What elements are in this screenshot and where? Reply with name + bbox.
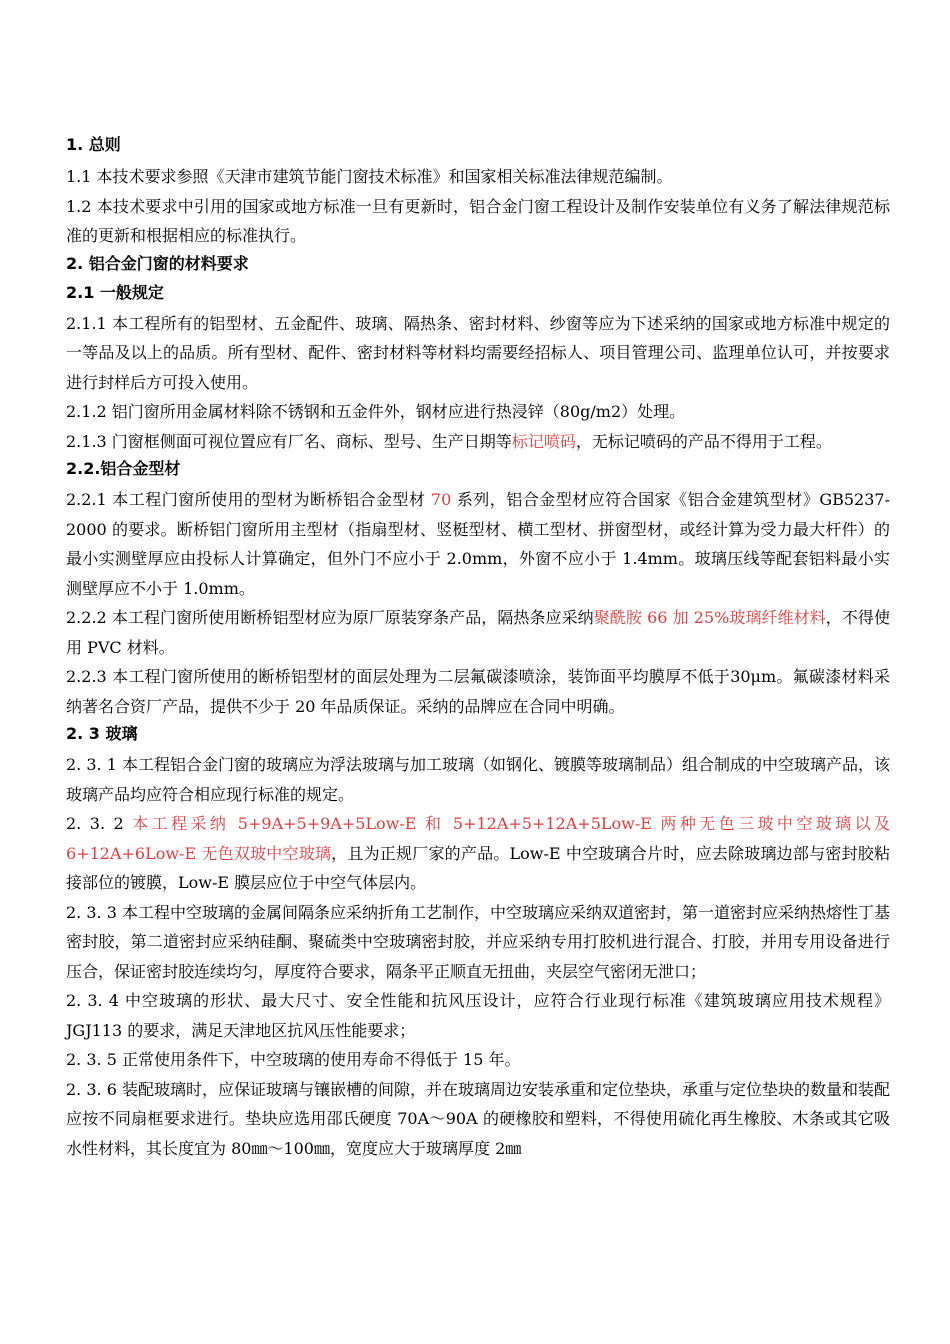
document-page xyxy=(66,132,890,1163)
paragraph-2-1-2: 2.1.2 铝门窗所用金属材料除不锈钢和五金件外，钢材应进行热浸锌（80g/m2）处理。 xyxy=(66,402,686,421)
text-segment: ，无标记喷码的产品不得用于工程。 xyxy=(575,431,832,451)
paragraph-2-2-2 xyxy=(66,603,890,662)
paragraph-2-3-1: 2. 3. 1 本工程铝合金门窗的玻璃应为浮法玻璃与加工玻璃（如钢化、镀膜等玻璃制品）组合制成的中空玻璃产品，该玻璃产品均应符合相应现行标准的规定。 xyxy=(66,755,890,804)
text-segment: ，不得使用 PVC 材料。 xyxy=(66,608,890,657)
highlight-text: 聚酰胺 66 加 25%玻璃纤维材料 xyxy=(593,608,826,627)
heading-aluminum-profiles: 2.2.铝合金型材 xyxy=(66,459,181,478)
paragraph-2-3-5: 2. 3. 5 正常使用条件下，中空玻璃的使用寿命不得低于 15 年。 xyxy=(66,1050,521,1069)
paragraph-2-1-3 xyxy=(66,427,890,457)
text-segment: 2.2.2 本工程门窗所使用断桥铝型材应为原厂原装穿条产品，隔热条应采纳 xyxy=(66,608,594,627)
text-segment: 2.1.3 门窗框侧面可视位置应有厂名、商标、型号、生产日期等 xyxy=(66,431,512,451)
heading-material-requirements: 2. 铝合金门窗的材料要求 xyxy=(66,253,249,273)
paragraph-1-1: 1.1 本技术要求参照《天津市建筑节能门窗技术标准》和国家相关标准法律规范编制。 xyxy=(66,167,673,186)
highlight-text: 本工程采纳 5+9A+5+9A+5Low-E 和 5+12A+5+12A+5Low-E 两种无色三玻中空玻璃以及6+12A+6Low-E 无色双玻中空玻璃 xyxy=(66,814,890,863)
text-segment: ，且为正规厂家的产品。Low-E 中空玻璃合片时，应去除玻璃边部与密封胶粘接部位的镀膜，Low-E 膜层应位于中空气体层内。 xyxy=(66,843,890,892)
highlight-text: 70 xyxy=(430,490,452,509)
paragraph-2-3-6: 2. 3. 6 装配玻璃时，应保证玻璃与镶嵌槽的间隙，并在玻璃周边安装承重和定位垫块，承重与定位垫块的数量和装配应按不同扇框要求进行。垫块应选用邵氏硬度 70A～90A 的硬橡胶和塑料，不得使用硫化再生橡胶、木条或其它吸水性材料，其长度宜为 80㎜～100㎜，宽度应大于玻璃厚度 2㎜ xyxy=(66,1079,890,1158)
heading-glass: 2. 3 玻璃 xyxy=(66,724,138,743)
text-segment: 2.2.1 本工程门窗所使用的型材为断桥铝合金型材 xyxy=(66,490,431,509)
text-segment: 系列，铝合金型材应符合国家《铝合金建筑型材》GB5237-2000 的要求。断桥铝门窗所用主型材（指扇型材、竖梃型材、横工型材、拼窗型材，或经计算为受力最大杆件）的最小实测壁厚应由投标人计算确定，但外门不应小于 2.0mm，外窗不应小于 1.4mm。玻璃压线等配套铝料最小实测壁厚应不小于 1.0mm。 xyxy=(66,490,890,598)
paragraph-1-2: 1.2 本技术要求中引用的国家或地方标准一旦有更新时，铝合金门窗工程设计及制作安装单位有义务了解法律规范标准的更新和根据相应的标准执行。 xyxy=(66,196,890,245)
paragraph-2-2-3: 2.2.3 本工程门窗所使用的断桥铝型材的面层处理为二层氟碳漆喷涂，装饰面平均膜厚不低于30μm。氟碳漆材料采纳著名合资厂产品，提供不少于 20 年品质保证。采纳的品牌应在合同中明确。 xyxy=(66,667,890,716)
heading-general-rules: 2.1 一般规定 xyxy=(66,282,164,302)
paragraph-2-1-1: 2.1.1 本工程所有的铝型材、五金配件、玻璃、隔热条、密封材料、纱窗等应为下述采纳的国家或地方标准中规定的一等品及以上的品质。所有型材、配件、密封材料等材料均需要经招标人、项目管理公司、监理单位认可，并按要求进行封样后方可投入使用。 xyxy=(66,313,890,392)
heading-general: 1. 总则 xyxy=(66,135,121,154)
highlight-text: 标记喷码 xyxy=(511,431,576,451)
text-segment: 2. 3. 2 xyxy=(66,814,133,833)
paragraph-2-3-3: 2. 3. 3 本工程中空玻璃的金属间隔条应采纳折角工艺制作，中空玻璃应采纳双道密封，第一道密封应采纳热熔性丁基密封胶，第二道密封应采纳硅酮、聚硫类中空玻璃密封胶，并应采纳专用打胶机进行混合、打胶，并用专用设备进行压合，保证密封胶连续均匀，厚度符合要求，隔条平正顺直无扭曲，夹层空气密闭无泄口； xyxy=(66,902,890,981)
paragraph-2-3-2 xyxy=(66,809,890,898)
paragraph-2-2-1 xyxy=(66,485,890,603)
paragraph-2-3-4: 2. 3. 4 中空玻璃的形状、最大尺寸、安全性能和抗风压设计，应符合行业现行标准《建筑玻璃应用技术规程》JGJ113 的要求，满足天津地区抗风压性能要求； xyxy=(66,991,890,1040)
